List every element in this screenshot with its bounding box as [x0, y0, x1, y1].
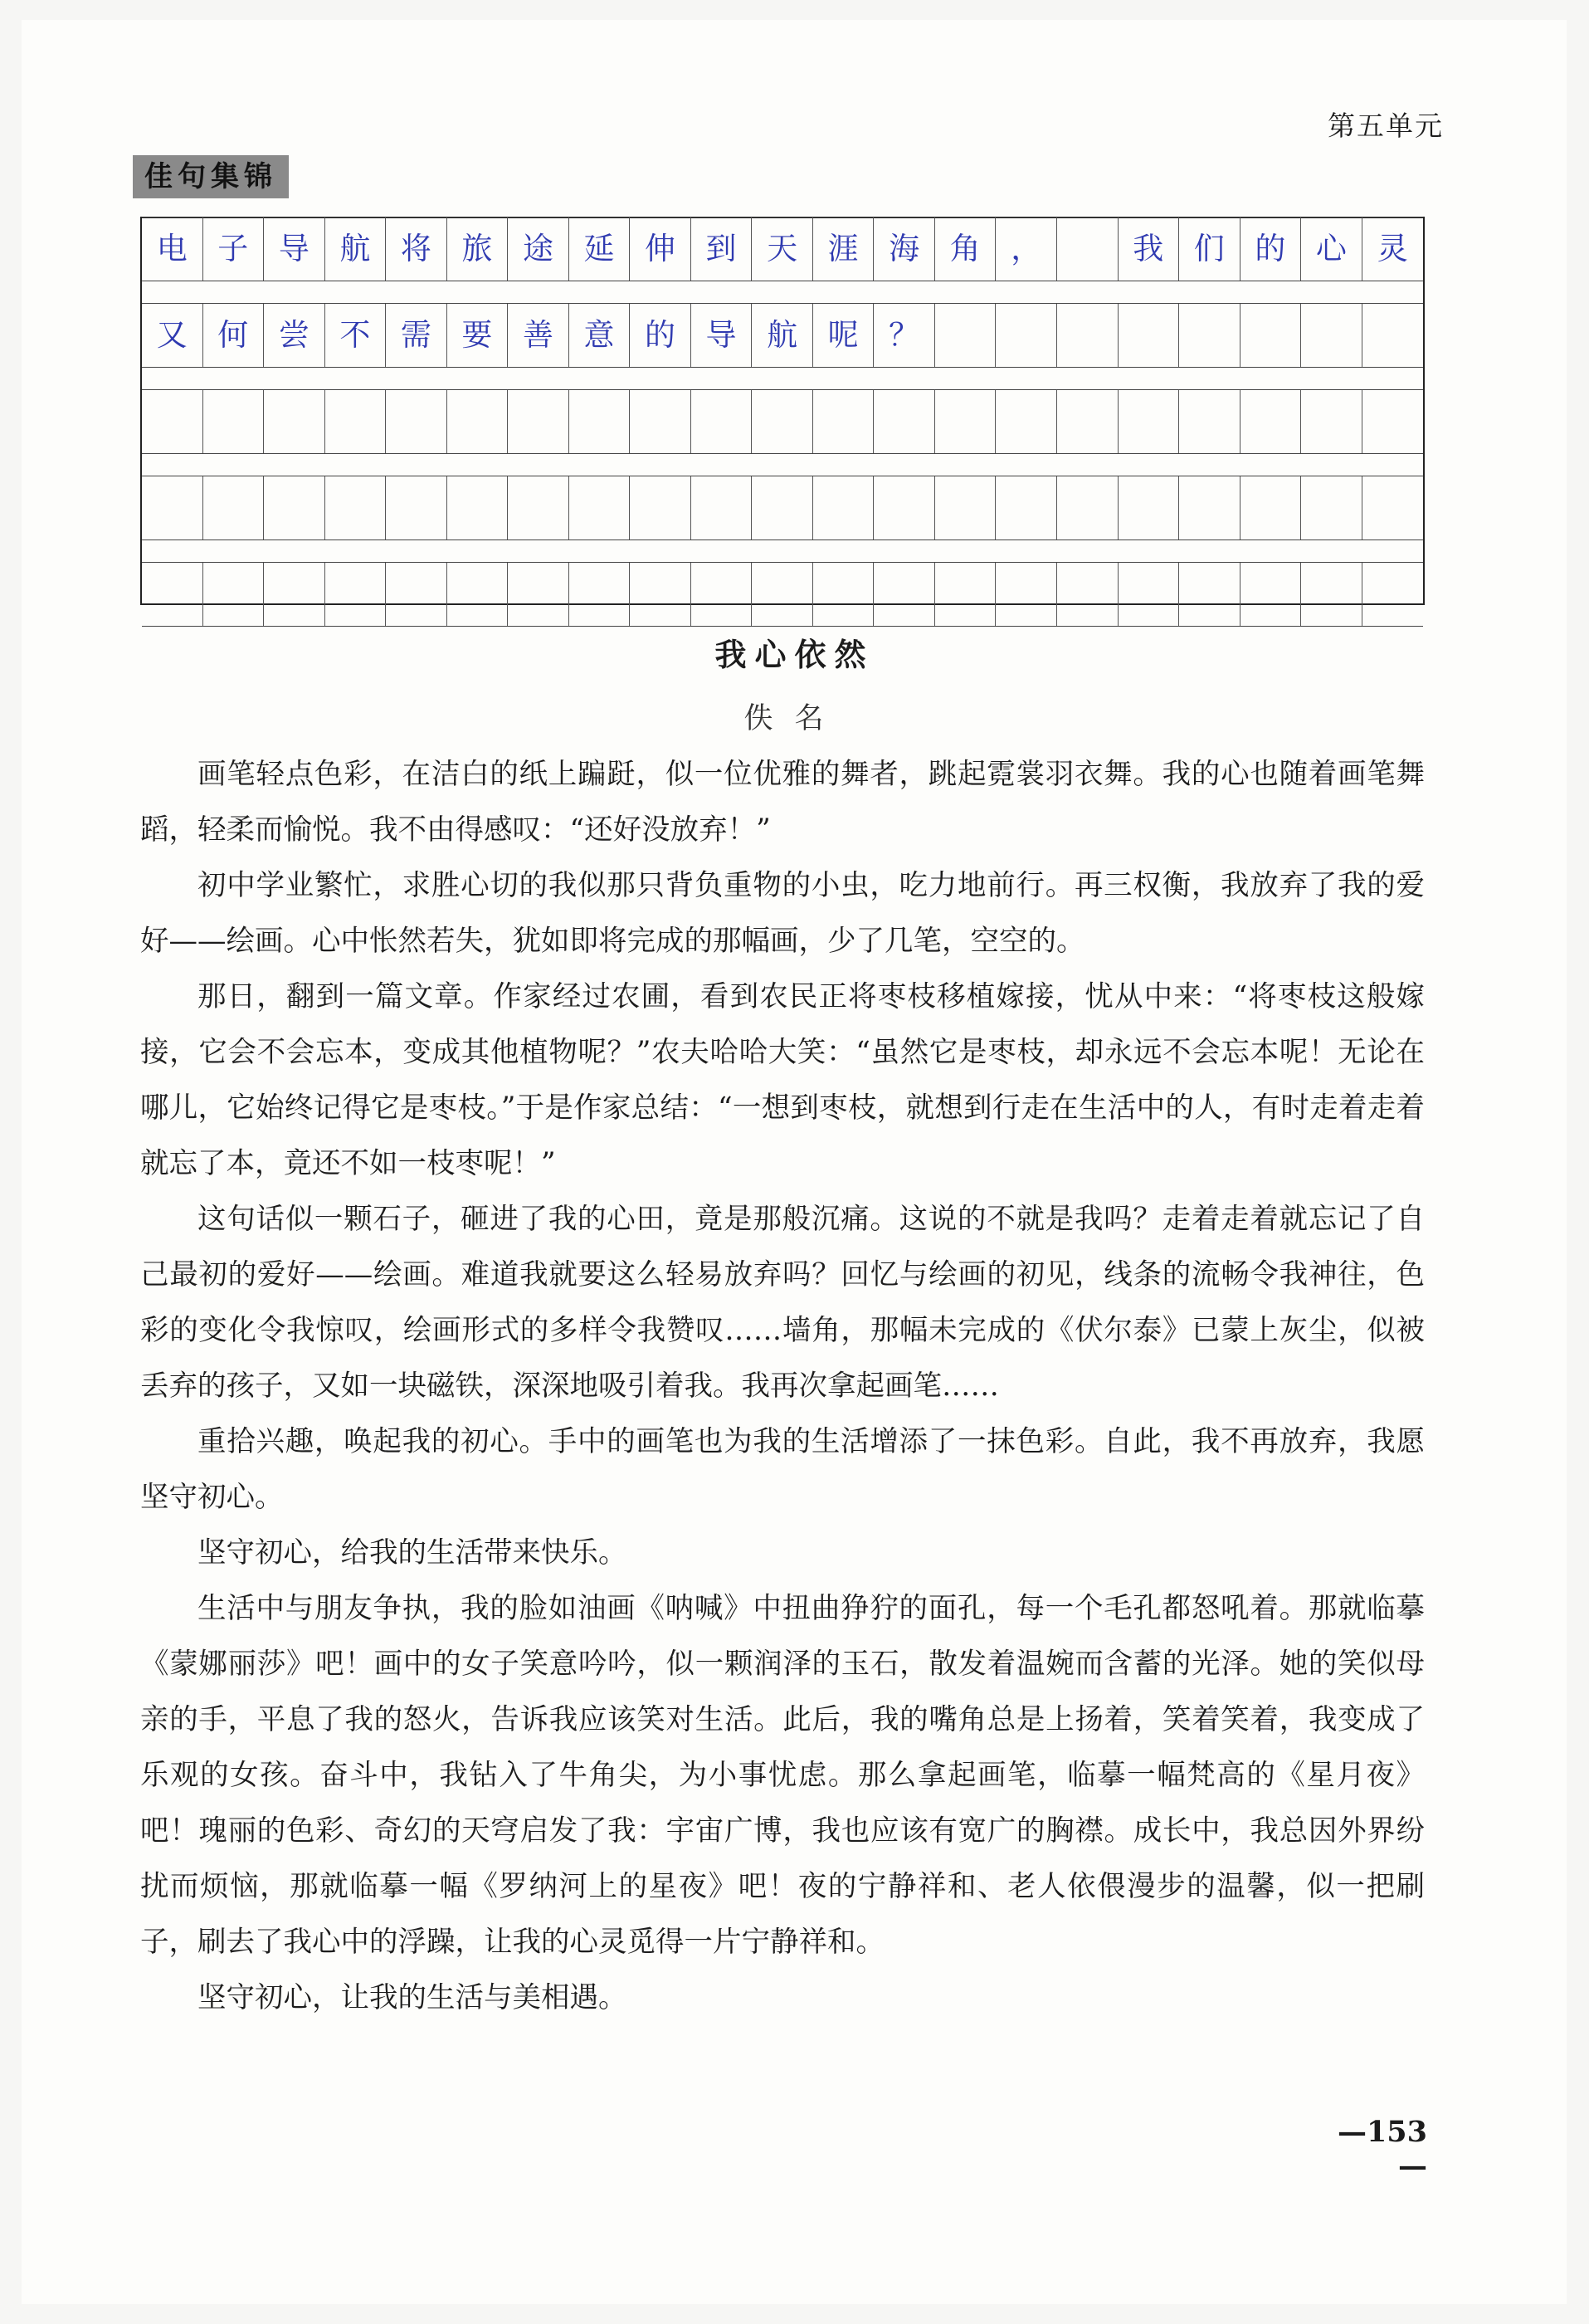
grid-cell [1057, 563, 1119, 626]
grid-cell: 要 [447, 304, 509, 367]
grid-cell [1301, 390, 1362, 453]
grid-cell [1057, 304, 1119, 367]
grid-cell [1179, 304, 1240, 367]
grid-cell [325, 390, 387, 453]
grid-row [142, 303, 1423, 368]
essay-paragraph: 坚守初心，给我的生活带来快乐。 [197, 1536, 627, 1570]
grid-cell [996, 563, 1057, 626]
grid-cell [386, 390, 447, 453]
grid-cell [325, 563, 387, 626]
grid-cell [752, 563, 813, 626]
grid-cell [813, 563, 875, 626]
grid-cell [1301, 304, 1362, 367]
grid-cell: 又 [142, 304, 203, 367]
grid-cell [996, 304, 1057, 367]
grid-cell: 的 [1240, 217, 1302, 281]
grid-cell: 旅 [447, 217, 509, 281]
essay-paragraph: 初中学业繁忙，求胜心切的我似那只背负重物的小虫，吃力地前行。再三权衡，我放弃了我的爱好——绘画。心中怅然若失，犹如即将完成的那幅画，少了几笔，空空的。 [140, 869, 1425, 958]
grid-cell [874, 476, 935, 540]
essay-body [140, 747, 1425, 2026]
grid-cell [1057, 390, 1119, 453]
grid-cell [264, 563, 325, 626]
grid-cell: 航 [325, 217, 387, 281]
grid-cell [264, 390, 325, 453]
grid-row [142, 217, 1423, 281]
grid-cell [691, 390, 753, 453]
grid-cell [630, 563, 691, 626]
grid-cell: 天 [752, 217, 813, 281]
grid-cell [752, 476, 813, 540]
essay-paragraph: 那日，翻到一篇文章。作家经过农圃，看到农民正将枣枝移植嫁接，忧从中来：“将枣枝这般嫁接，它会不会忘本，变成其他植物呢？”农夫哈哈大笑：“虽然它是枣枝，却永远不会忘本呢！无论在哪儿，它始终记得它是枣枝。”于是作家总结：“一想到枣枝，就想到行走在生活中的人，有时走着走着就忘了本，竟还不如一枝枣呢！” [140, 980, 1425, 1180]
grid-cell: 呢 [813, 304, 875, 367]
grid-cell: 伸 [630, 217, 691, 281]
grid-cell: 我 [1119, 217, 1180, 281]
grid-cell: 电 [142, 217, 203, 281]
grid-cell [1240, 390, 1302, 453]
grid-cell [813, 390, 875, 453]
grid-cell: 尝 [264, 304, 325, 367]
grid-cell: 灵 [1377, 231, 1408, 266]
essay-title: 我心依然 [714, 637, 875, 673]
grid-cell [1179, 390, 1240, 453]
grid-cell [874, 563, 935, 626]
page-number: —153— [1337, 2115, 1427, 2183]
grid-cell [1240, 563, 1302, 626]
grid-cell: 航 [752, 304, 813, 367]
grid-cell [1179, 476, 1240, 540]
grid-cell [1179, 563, 1240, 626]
essay-paragraph: 这句话似一颗石子，砸进了我的心田，竟是那般沉痛。这说的不就是我吗？走着走着就忘记了自己最初的爱好——绘画。难道我就要这么轻易放弃吗？回忆与绘画的初见，线条的流畅令我神往，色彩的变化令我惊叹，绘画形式的多样令我赞叹……墙角，那幅未完成的《伏尔泰》已蒙上灰尘，似被丢弃的孩子，又如一块磁铁，深深地吸引着我。我再次拿起画笔…… [140, 1203, 1425, 1403]
grid-cell: 到 [691, 217, 753, 281]
grid-row [142, 562, 1423, 627]
grid-cell [1240, 304, 1302, 367]
grid-cell: 心 [1301, 217, 1362, 281]
grid-cell: 延 [569, 217, 631, 281]
grid-cell [1057, 476, 1119, 540]
grid-cell [203, 476, 265, 540]
grid-cell: 意 [569, 304, 631, 367]
grid-cell [1362, 563, 1423, 626]
grid-cell [142, 390, 203, 453]
grid-cell [935, 390, 997, 453]
essay-paragraph: 生活中与朋友争执，我的脸如油画《呐喊》中扭曲狰狞的面孔，每一个毛孔都怒吼着。那就临摹《蒙娜丽莎》吧！画中的女子笑意吟吟，似一颗润泽的玉石，散发着温婉而含蓄的光泽。她的笑似母亲的手，平息了我的怒火，告诉我应该笑对生活。此后，我的嘴角总是上扬着，笑着笑着，我变成了乐观的女孩。奋斗中，我钻入了牛角尖，为小事忧虑。那么拿起画笔，临摹一幅梵高的《星月夜》吧！瑰丽的色彩、奇幻的天穹启发了我：宇宙广博，我也应该有宽广的胸襟。成长中，我总因外界纷扰而烦恼，那就临摹一幅《罗纳河上的星夜》吧！夜的宁静祥和、老人依偎漫步的温馨，似一把刷子，刷去了我心中的浮躁，让我的心灵觅得一片宁静祥和。 [140, 1592, 1425, 1959]
grid-cell [447, 563, 509, 626]
grid-cell: 的 [630, 304, 691, 367]
grid-cell: ？ [874, 304, 935, 367]
grid-cell: 不 [325, 304, 387, 367]
grid-cell [1119, 563, 1180, 626]
grid-cell: 们 [1179, 217, 1240, 281]
grid-cell [1301, 476, 1362, 540]
grid-cell: 善 [508, 304, 569, 367]
grid-cell [1119, 304, 1180, 367]
grid-cell [935, 476, 997, 540]
grid-cell [325, 476, 387, 540]
grid-cell: 需 [386, 304, 447, 367]
grid-cell [386, 563, 447, 626]
grid-cell [569, 563, 631, 626]
grid-cell [447, 476, 509, 540]
essay-paragraph: 画笔轻点色彩，在洁白的纸上蹁跹，似一位优雅的舞者，跳起霓裳羽衣舞。我的心也随着画笔舞蹈，轻柔而愉悦。我不由得感叹：“还好没放弃！” [140, 758, 1425, 847]
grid-cell: 何 [203, 304, 265, 367]
grid-cell [1362, 390, 1423, 453]
grid-cell [1057, 217, 1119, 281]
unit-header: 第五单元 [1328, 110, 1444, 142]
grid-cell [264, 476, 325, 540]
grid-cell [508, 563, 569, 626]
grid-cell [813, 476, 875, 540]
grid-cell: 将 [386, 217, 447, 281]
grid-cell [996, 476, 1057, 540]
grid-cell [142, 563, 203, 626]
grid-cell [1362, 476, 1423, 540]
grid-cell [630, 390, 691, 453]
grid-row [142, 476, 1423, 540]
grid-cell [691, 476, 753, 540]
grid-cell [203, 563, 265, 626]
grid-cell [874, 390, 935, 453]
grid-cell [996, 390, 1057, 453]
grid-cell: 子 [203, 217, 265, 281]
grid-cell: 导 [264, 217, 325, 281]
essay-paragraph: 坚守初心，让我的生活与美相遇。 [197, 1981, 627, 2014]
grid-cell [1119, 390, 1180, 453]
grid-cell: ， [996, 217, 1057, 281]
grid-cell [935, 563, 997, 626]
grid-cell [1240, 476, 1302, 540]
grid-cell [691, 563, 753, 626]
grid-cell [569, 476, 631, 540]
grid-cell: 角 [935, 217, 997, 281]
grid-row [142, 389, 1423, 454]
grid-cell [935, 304, 997, 367]
grid-cell [1119, 476, 1180, 540]
writing-grid [140, 217, 1425, 605]
grid-cell [386, 476, 447, 540]
grid-cell: 海 [874, 217, 935, 281]
essay-paragraph: 重拾兴趣，唤起我的初心。手中的画笔也为我的生活增添了一抹色彩。自此，我不再放弃，我愿坚守初心。 [140, 1425, 1425, 1514]
grid-cell [142, 476, 203, 540]
grid-cell [447, 390, 509, 453]
grid-cell [630, 476, 691, 540]
grid-cell: 途 [508, 217, 569, 281]
grid-cell [1301, 563, 1362, 626]
grid-cell [1362, 304, 1423, 367]
grid-cell [569, 390, 631, 453]
grid-cell [508, 390, 569, 453]
essay-author: 佚名 [743, 702, 846, 735]
grid-cell: 导 [691, 304, 753, 367]
grid-cell [752, 390, 813, 453]
grid-cell [203, 390, 265, 453]
grid-cell: 涯 [813, 217, 875, 281]
section-label: 佳句集锦 [133, 155, 289, 198]
grid-cell [508, 476, 569, 540]
